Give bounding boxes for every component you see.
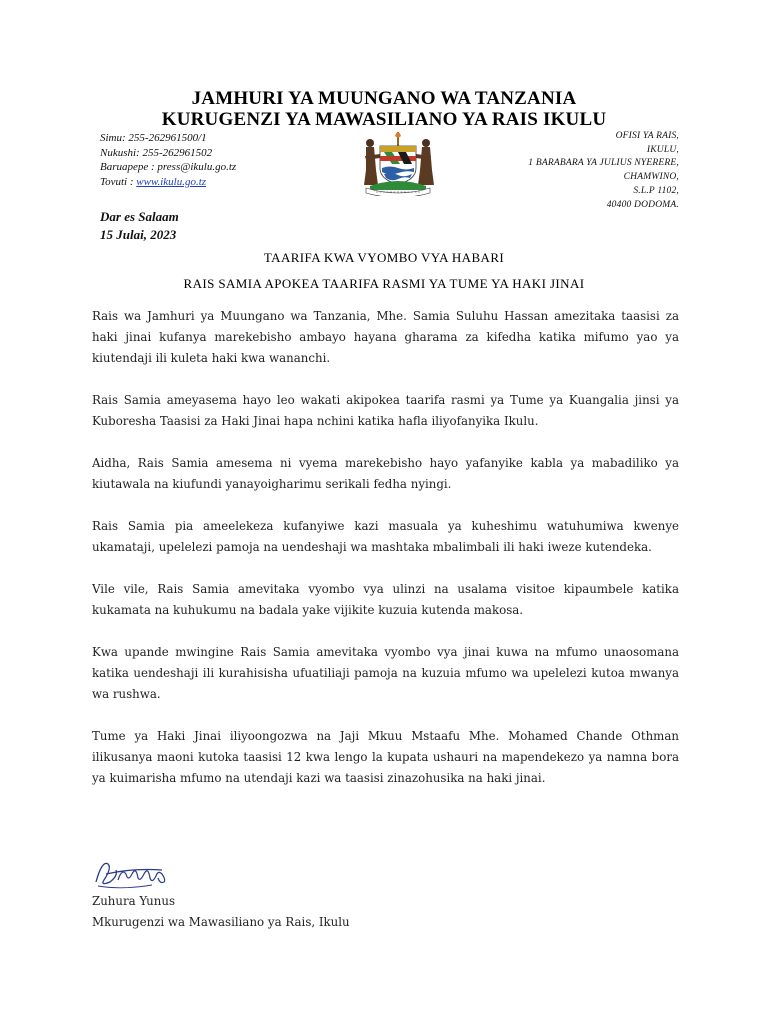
date: 15 Julai, 2023 — [100, 227, 177, 242]
handwritten-signature-icon — [92, 852, 184, 894]
contact-block — [100, 131, 236, 189]
signer-block — [92, 891, 350, 933]
address-line: OFISI YA RAIS, — [615, 131, 679, 141]
address-line: CHAMWINO, — [623, 172, 679, 183]
place-date-block — [100, 208, 179, 244]
phone-line: Simu: 255-262961500/1 — [100, 132, 207, 144]
paragraph: Rais wa Jamhuri ya Muungano wa Tanzania, Mhe. Samia Suluhu Hassan amezitaka taasisi za haki jinai kufanya marekebisho ambayo hayana gharama za kifedha katika mifumo yao ya kiutendaji ili kuleta haki kwa wananchi. — [92, 309, 679, 365]
press-release-title: TAARIFA KWA VYOMBO VYA HABARI — [263, 250, 505, 265]
address-line: S.L.P 1102, — [633, 185, 679, 196]
address-line: 1 BARABARA YA JULIUS NYERERE, — [528, 158, 679, 169]
paragraph: Rais Samia ameyasema hayo leo wakati akipokea taarifa rasmi ya Tume ya Kuangalia jinsi ya Kuboresha Taasisi za Haki Jinai hapa nchini katika hafla iliyofanyika Ikulu. — [92, 393, 679, 428]
press-release-body — [92, 306, 679, 810]
header-line-2: KURUGENZI YA MAWASILIANO YA RAIS IKULU — [161, 109, 607, 130]
address-block — [528, 130, 679, 212]
signer-title: Mkurugenzi wa Mawasiliano ya Rais, Ikulu — [92, 915, 350, 929]
paragraph: Kwa upande mwingine Rais Samia amevitaka vyombo vya jinai kuwa na mfumo unaosomana katika uendeshaji ili kurahisisha ufuatiliaji pamoja na kuzuia mfumo wa upelelezi kutoa mwanya wa rushwa. — [92, 645, 679, 701]
website-line — [100, 175, 236, 190]
paragraph: Aidha, Rais Samia amesema ni vyema marekebisho hayo yafanyike kabla ya mabadiliko ya kiutawala na kiufundi yanayoigharimu serikali fedha nyingi. — [92, 456, 679, 491]
website-label: Tovuti : — [100, 175, 137, 188]
fax-line: Nukushi: 255-262961502 — [100, 146, 213, 159]
header-line-1: JAMHURI YA MUUNGANO WA TANZANIA — [191, 88, 577, 109]
press-release-subtitle: RAIS SAMIA APOKEA TAARIFA RASMI YA TUME YA HAKI JINAI — [183, 276, 585, 291]
paragraph: Vile vile, Rais Samia amevitaka vyombo vya ulinzi na usalama visitoe kipaumbele katika kukamata na kuhukumu na badala yake vijikite kuzuia kutenda makosa. — [92, 582, 679, 617]
address-line: 40400 DODOMA. — [606, 199, 679, 210]
emblem-left-figure — [364, 139, 380, 185]
place: Dar es Salaam — [100, 209, 179, 224]
address-line: IKULU, — [646, 144, 679, 155]
website-link[interactable]: www.ikulu.go.tz — [136, 175, 207, 188]
emblem-shield — [380, 146, 416, 184]
signer-name: Zuhura Yunus — [92, 894, 176, 908]
paragraph: Rais Samia pia ameelekeza kufanyiwe kazi masuala ya kuheshimu watuhumiwa kwenye ukamataji, upelelezi pamoja na uendeshaji wa mashtaka mbalimbali ili haki iweze kutendeka. — [92, 519, 679, 554]
paragraph: Tume ya Haki Jinai iliyoongozwa na Jaji Mkuu Mstaafu Mhe. Mohamed Chande Othman ilikusanya maoni kutoka taasisi 12 kwa lengo la kupata ushauri na mapendekezo ya namna bora ya kuimarisha mfumo na utendaji kazi wa taasisi zinazohusika na haki jinai. — [92, 729, 679, 785]
email-line: Baruapepe : press@ikulu.go.tz — [100, 161, 237, 173]
emblem-right-figure — [416, 139, 434, 185]
coat-of-arms-icon — [356, 130, 440, 196]
